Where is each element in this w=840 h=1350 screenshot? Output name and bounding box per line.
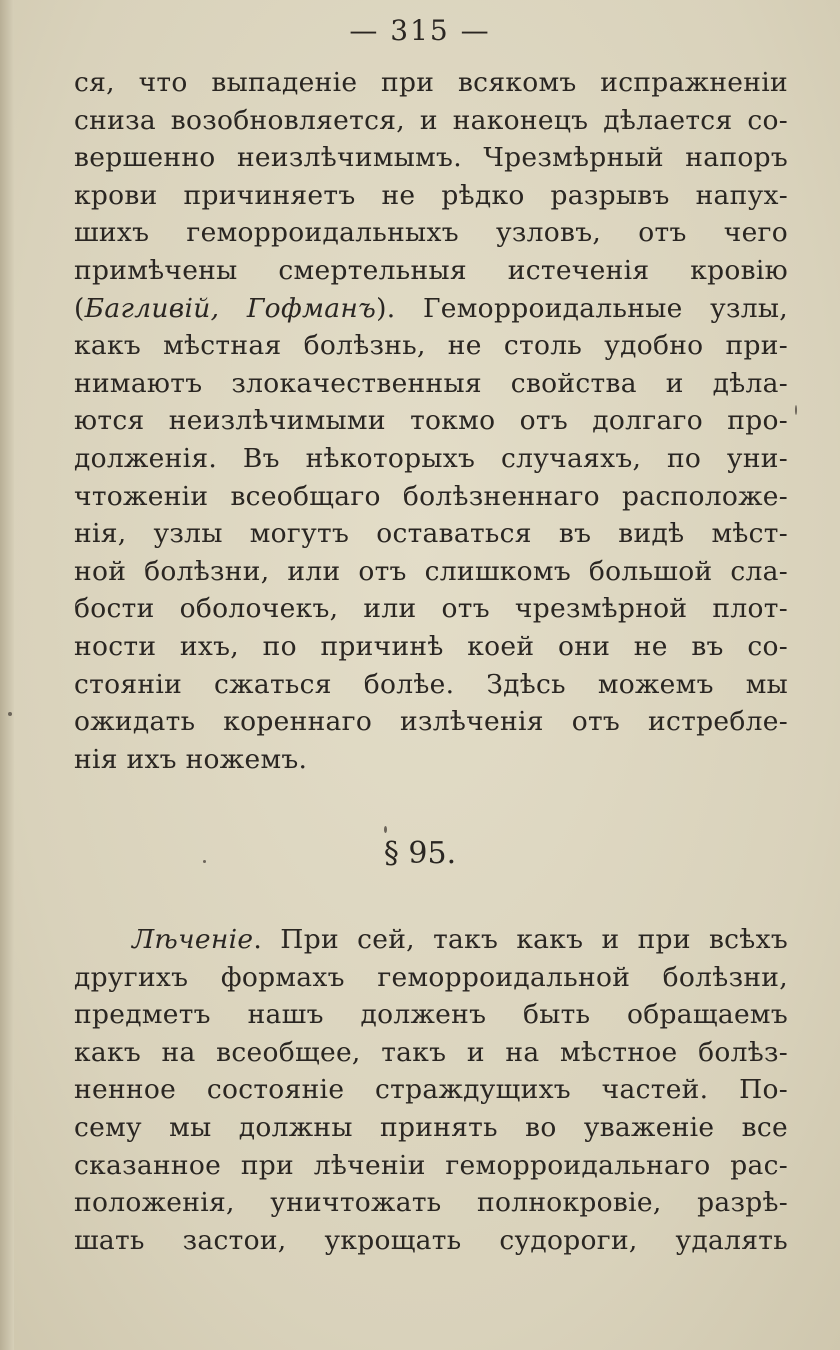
line-text: ной болѣзни, или отъ слишкомъ большой сла- — [74, 555, 788, 587]
paper-speck — [203, 860, 206, 863]
line-text: примѣчены смертельныя истеченія кровію — [74, 254, 788, 286]
paper-speck — [8, 712, 12, 716]
text-line — [74, 1147, 788, 1185]
text-line — [74, 102, 788, 140]
text-line — [74, 1109, 788, 1147]
line-text: положенія, уничтожать полнокровіе, разрѣ- — [74, 1187, 788, 1219]
line-text: стояніи сжаться болѣе. Здѣсь можемъ мы — [74, 668, 788, 700]
line-text: ся, что выпаденіе при всякомъ испражненіи — [74, 67, 788, 98]
paragraph-treatment — [74, 921, 788, 1259]
line-text: ненное состояніе страждущихъ частей. По- — [74, 1074, 788, 1106]
line-text: какъ мѣстная болѣзнь, не столь удобно при- — [74, 330, 788, 362]
text-line — [74, 290, 788, 328]
line-text: сниза возобновляется, и наконецъ дѣлается со- — [74, 104, 788, 136]
italic-text: Багливій, Гофманъ — [84, 292, 377, 324]
line-text: предметъ нашъ долженъ быть обращаемъ — [74, 999, 788, 1031]
text-line — [74, 402, 788, 440]
text-line — [74, 921, 788, 959]
line-text: вершенно неизлѣчимымъ. Чрезмѣрный напоръ — [74, 142, 788, 174]
text-line — [74, 327, 788, 365]
text-line — [74, 1034, 788, 1072]
line-text: ности ихъ, по причинѣ коей они не въ со- — [74, 630, 788, 662]
text-line — [74, 628, 788, 666]
text-line — [74, 741, 788, 779]
line-text: ются неизлѣчимыми токмо отъ долгаго про- — [74, 405, 788, 437]
line-text: другихъ формахъ геморроидальной болѣзни, — [74, 961, 788, 993]
line-text: нія, узлы могутъ оставаться въ видѣ мѣст- — [74, 518, 788, 550]
line-text: бости оболочекъ, или отъ чрезмѣрной плот- — [74, 593, 788, 625]
text-line — [74, 703, 788, 741]
line-text: . При сей, такъ какъ и при всѣхъ — [253, 924, 788, 955]
line-text: сказанное при лѣченіи геморроидальнаго рас- — [74, 1149, 788, 1181]
line-text: шать застои, укрощать судороги, удалять — [74, 1224, 788, 1256]
paragraph-continued — [74, 64, 788, 778]
line-text: чтоженіи всеобщаго болѣзненнаго расположе- — [74, 480, 788, 512]
line-text: крови причиняетъ не рѣдко разрывъ напух- — [74, 179, 788, 211]
page-number: — 315 — — [349, 14, 491, 47]
paper-speck — [384, 826, 387, 833]
text-line — [74, 139, 788, 177]
text-line — [74, 1184, 788, 1222]
text-line — [74, 440, 788, 478]
line-text: шихъ геморроидальныхъ узловъ, отъ чего — [74, 217, 788, 249]
text-line — [74, 553, 788, 591]
line-text: сему мы должны принять во уваженіе все — [74, 1111, 788, 1143]
text-line — [74, 515, 788, 553]
line-text: долженія. Въ нѣкоторыхъ случаяхъ, по уни- — [74, 442, 788, 474]
text-line — [74, 666, 788, 704]
line-text: ожидать кореннаго излѣченія отъ истребле- — [74, 706, 788, 738]
section-heading: § 95. — [383, 836, 457, 871]
text-line — [74, 1071, 788, 1109]
text-line — [74, 214, 788, 252]
text-line — [74, 252, 788, 290]
text-line — [74, 365, 788, 403]
line-text: нія ихъ ножемъ. — [74, 743, 308, 775]
line-text: ( — [74, 292, 85, 324]
italic-text: Лѣченіе — [132, 924, 254, 955]
text-line — [74, 64, 788, 102]
line-text: нимаютъ злокачественныя свойства и дѣла- — [74, 367, 788, 399]
paper-speck — [795, 405, 797, 415]
text-line — [74, 996, 788, 1034]
line-text: ). Геморроидальные узлы, — [376, 292, 788, 324]
line-text: какъ на всеобщее, такъ и на мѣстное болѣз- — [74, 1036, 788, 1068]
text-line — [74, 177, 788, 215]
text-line — [74, 1222, 788, 1260]
text-line — [74, 478, 788, 516]
text-line — [74, 959, 788, 997]
page-binding-edge — [0, 0, 14, 1350]
text-line — [74, 590, 788, 628]
